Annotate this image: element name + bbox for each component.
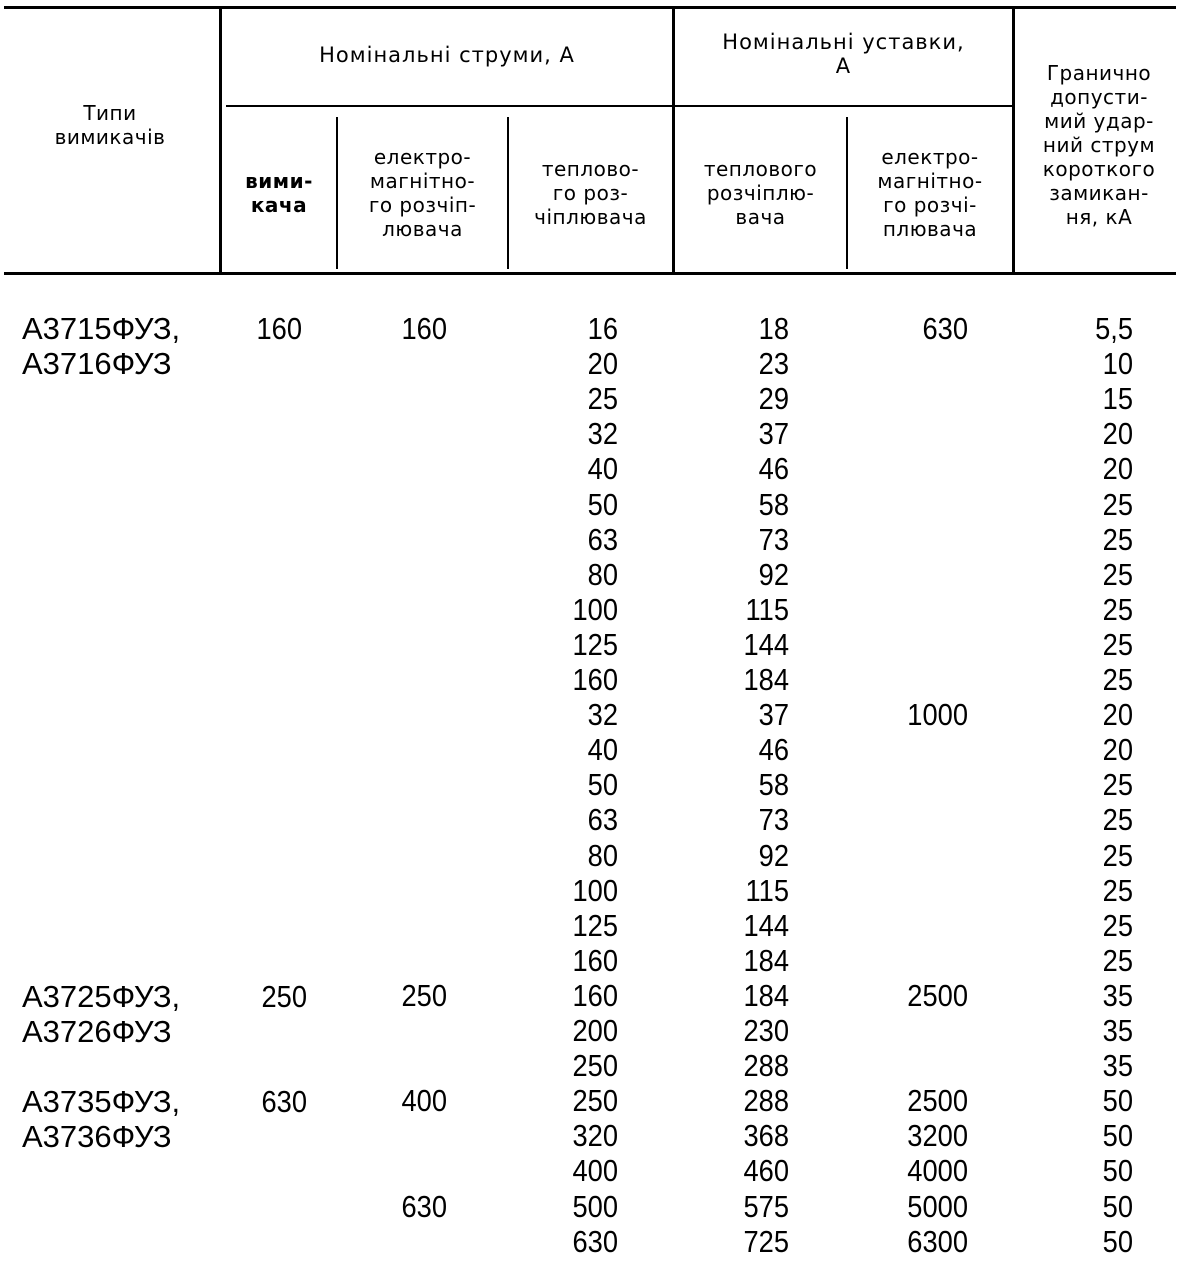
thermal-release-cell: 160 (572, 662, 618, 697)
limit-current-cell: 25 (1102, 556, 1133, 592)
limit-current-cell: 25 (1102, 591, 1133, 627)
setting-thermal-cell: 575 (743, 1188, 789, 1224)
header-breaker: вими- кача (245, 168, 313, 217)
setting-thermal-cell: 230 (743, 1013, 789, 1048)
setting-thermal-cell: 460 (743, 1153, 789, 1189)
type-cell: А3725ФУЗ, А3726ФУЗ (22, 979, 181, 1049)
header-limit-current: Гранично допусти- мий удар- ний струм короткого замикан- ня, кА (1042, 61, 1156, 229)
limit-current-cell: 50 (1102, 1118, 1133, 1154)
header-top-rule (4, 6, 1176, 9)
thermal-release-cell: 32 (587, 416, 618, 452)
limit-current-cell: 50 (1102, 1083, 1133, 1119)
limit-current-cell: 25 (1102, 626, 1133, 662)
header-thermal-release: теплово- го роз- чіплювача (534, 156, 647, 229)
limit-current-cell: 25 (1102, 802, 1133, 838)
limit-current-cell: 20 (1102, 416, 1133, 452)
header-setting-thermal: теплового розчіплю- вача (703, 156, 818, 229)
setting-em-cell: 630 (922, 311, 968, 346)
thermal-release-cell: 250 (572, 1048, 618, 1084)
limit-current-cell: 20 (1102, 451, 1133, 487)
setting-thermal-cell: 46 (758, 732, 789, 768)
setting-em-cell: 6300 (907, 1223, 968, 1259)
limit-current-cell: 50 (1102, 1153, 1133, 1189)
thermal-release-cell: 80 (587, 837, 618, 873)
header-bottom-rule (4, 272, 1176, 275)
breaker-cell: 160 (256, 311, 302, 346)
setting-thermal-cell: 144 (743, 907, 789, 943)
setting-thermal-cell: 184 (743, 942, 789, 978)
limit-current-cell: 50 (1102, 1188, 1133, 1224)
em-release-cell: 250 (401, 977, 447, 1013)
limit-current-cell: 25 (1102, 767, 1133, 803)
setting-thermal-cell: 115 (745, 591, 789, 627)
thermal-release-cell: 50 (587, 767, 618, 803)
header-types: Типи вимикачів (54, 101, 166, 149)
setting-thermal-cell: 115 (745, 872, 789, 908)
setting-thermal-cell: 288 (743, 1048, 789, 1084)
header-rated-currents: Номінальні струми, А (319, 43, 575, 67)
thermal-release-cell: 125 (572, 907, 618, 943)
setting-thermal-cell: 73 (758, 802, 789, 838)
limit-current-cell: 25 (1102, 521, 1133, 557)
thermal-release-cell: 320 (572, 1118, 618, 1154)
header-rated-settings: Номінальні уставки, А (722, 30, 965, 78)
thermal-release-cell: 80 (587, 556, 618, 592)
thermal-release-cell: 200 (572, 1013, 618, 1048)
thermal-release-cell: 100 (572, 591, 618, 627)
limit-current-cell: 20 (1102, 697, 1133, 733)
limit-current-cell: 25 (1102, 662, 1133, 697)
limit-current-cell: 25 (1102, 837, 1133, 873)
setting-em-cell: 1000 (907, 697, 968, 733)
limit-current-cell: 20 (1102, 732, 1133, 768)
limit-current-cell: 35 (1102, 1048, 1133, 1084)
thermal-release-cell: 630 (572, 1223, 618, 1259)
setting-thermal-cell: 37 (758, 416, 789, 452)
setting-thermal-cell: 725 (743, 1223, 789, 1259)
setting-thermal-cell: 23 (758, 346, 789, 382)
thermal-release-cell: 16 (587, 311, 618, 346)
thermal-release-cell: 125 (572, 626, 618, 662)
setting-thermal-cell: 144 (743, 626, 789, 662)
thermal-release-cell: 40 (587, 732, 618, 768)
thermal-release-cell: 32 (587, 697, 618, 733)
limit-current-cell: 35 (1102, 1013, 1133, 1048)
em-release-cell: 160 (401, 311, 447, 346)
setting-thermal-cell: 184 (743, 977, 789, 1013)
thermal-release-cell: 100 (572, 872, 618, 908)
breaker-cell: 250 (261, 979, 307, 1014)
limit-current-cell: 5,5 (1095, 311, 1133, 346)
setting-thermal-cell: 58 (758, 486, 789, 522)
thermal-release-cell: 50 (587, 486, 618, 522)
thermal-release-cell: 500 (572, 1188, 618, 1224)
limit-current-cell: 25 (1102, 942, 1133, 978)
setting-thermal-cell: 58 (758, 767, 789, 803)
setting-thermal-cell: 184 (743, 662, 789, 697)
setting-em-cell: 2500 (907, 1083, 968, 1119)
thermal-release-cell: 250 (572, 1083, 618, 1119)
setting-em-cell: 4000 (907, 1153, 968, 1189)
thermal-release-cell: 25 (587, 381, 618, 417)
setting-thermal-cell: 46 (758, 451, 789, 487)
setting-em-cell: 3200 (907, 1118, 968, 1154)
setting-thermal-cell: 288 (743, 1083, 789, 1119)
limit-current-cell: 25 (1102, 872, 1133, 908)
setting-thermal-cell: 73 (758, 521, 789, 557)
setting-thermal-cell: 92 (758, 837, 789, 873)
limit-current-cell: 25 (1102, 486, 1133, 522)
setting-thermal-cell: 368 (743, 1118, 789, 1154)
thermal-release-cell: 400 (572, 1153, 618, 1189)
limit-current-cell: 35 (1102, 977, 1133, 1013)
thermal-release-cell: 40 (587, 451, 618, 487)
type-cell: А3715ФУЗ, А3716ФУЗ (22, 311, 181, 381)
limit-current-cell: 25 (1102, 907, 1133, 943)
setting-thermal-cell: 29 (758, 381, 789, 417)
limit-current-cell: 15 (1102, 381, 1133, 417)
limit-current-cell: 10 (1102, 346, 1133, 382)
em-release-cell: 400 (401, 1083, 447, 1119)
type-cell: А3735ФУЗ, А3736ФУЗ (22, 1084, 181, 1154)
setting-em-cell: 5000 (907, 1188, 968, 1224)
thermal-release-cell: 160 (572, 942, 618, 978)
thermal-release-cell: 63 (587, 802, 618, 838)
setting-em-cell: 2500 (907, 977, 968, 1013)
limit-current-cell: 50 (1102, 1223, 1133, 1259)
breaker-cell: 630 (261, 1084, 307, 1119)
header-setting-em: електро- магнітно- го розчі- плювача (877, 144, 983, 241)
em-release-cell: 630 (401, 1188, 447, 1224)
header-em-release: електро- магнітно- го розчіп- лювача (368, 144, 477, 241)
group-divider-rule (226, 105, 1012, 107)
thermal-release-cell: 63 (587, 521, 618, 557)
setting-thermal-cell: 18 (758, 311, 789, 346)
thermal-release-cell: 160 (572, 977, 618, 1013)
setting-thermal-cell: 37 (758, 697, 789, 733)
setting-thermal-cell: 92 (758, 556, 789, 592)
thermal-release-cell: 20 (587, 346, 618, 382)
